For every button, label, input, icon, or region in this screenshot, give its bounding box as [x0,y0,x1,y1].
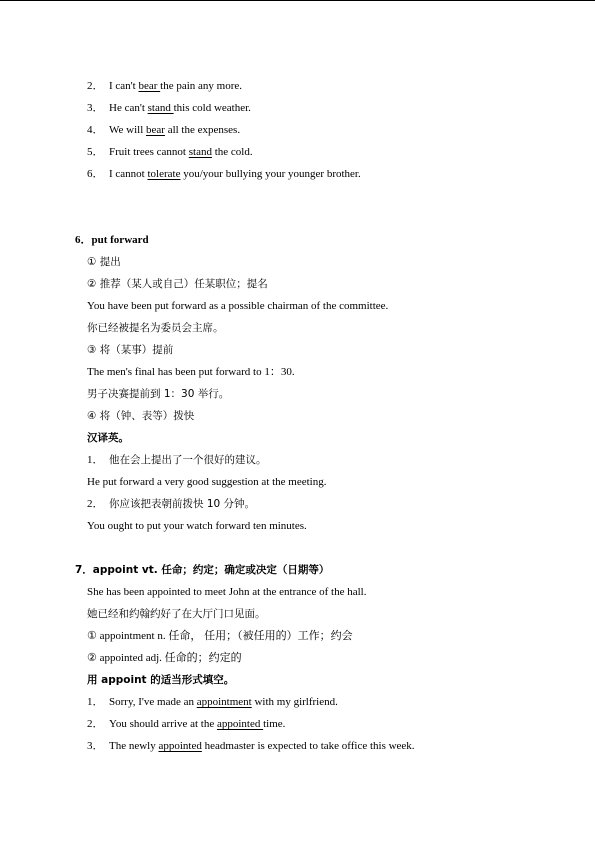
item-number: 5． [87,146,104,158]
underlined-answer: stand [147,102,174,114]
text-post: the pain any more. [160,80,243,92]
example-zh: 她已经和约翰约好了在大厅门口见面。 [87,608,266,620]
example-zh: 你已经被提名为委员会主席。 [87,322,224,334]
task-heading [87,673,234,687]
item-number: 1． [87,454,104,466]
text-pre: We will [109,124,146,136]
example-en: The men's final has been put forward to 1：30. [87,366,295,378]
top-border-line [0,0,595,1]
text-pre: The newly [109,740,159,752]
underlined-answer: appointed [158,740,202,752]
item-number: 2． [87,498,104,510]
answer-en: You ought to put your watch forward ten minutes. [87,520,307,532]
item-text [109,717,285,731]
item-text [109,167,361,181]
item-text [109,101,251,115]
text-pre: You should arrive at the [109,718,217,730]
meaning-3: ③ 将（某事）提前 [87,344,174,356]
text-post: all the expenses. [164,124,241,136]
item-text [109,145,253,159]
item-number: 6． [87,168,104,180]
derivative-2: ② appointed adj. 任命的；约定的 [87,652,242,664]
underlined-answer: bear [138,80,161,92]
text-post: with my girlfriend. [251,696,338,708]
example-en: You have been put forward as a possible chairman of the committee. [87,300,389,312]
underlined-answer: appointed [216,718,264,730]
item-text [109,79,242,93]
item-number: 3． [87,102,104,114]
item-number: 2． [87,718,104,730]
text-post: headmaster is expected to take office this week. [201,740,415,752]
item-text [109,739,415,753]
text-pre: I can't [109,80,139,92]
underlined-answer: bear [146,124,165,136]
task-heading: 汉译英。 [87,432,129,444]
item-text [109,695,338,709]
text-post: time. [263,718,286,730]
example-zh: 男子决赛提前到 1：30 举行。 [87,388,230,400]
item-number: 1． [87,696,104,708]
text-post: this cold weather. [173,102,251,114]
answer-en: He put forward a very good suggestion at the meeting. [87,476,327,488]
text-pre: He can't [109,102,148,114]
text-pre: I cannot [109,168,148,180]
item-number: 4． [87,124,104,136]
meaning-4: ④ 将（钟、表等）拨快 [87,410,195,422]
meaning-1: ① 提出 [87,256,121,268]
section-heading: 6．put forward [75,234,149,246]
underlined-answer: tolerate [147,168,181,180]
meaning-2: ② 推荐（某人或自己）任某职位；提名 [87,278,268,290]
underlined-answer: appointment [196,696,252,708]
derivative-1: ① appointment n. 任命， 任用；（被任用的）工作；约会 [87,630,353,642]
item-number: 3． [87,740,104,752]
item-number: 2． [87,80,104,92]
text-pre: Fruit trees cannot [109,146,189,158]
question-zh: 他在会上提出了一个很好的建议。 [109,454,267,466]
item-text [109,123,240,137]
example-en: She has been appointed to meet John at the entrance of the hall. [87,586,367,598]
text-post: you/your bullying your younger brother. [180,168,361,180]
task-text: 用 appoint 的适当形式填空。 [87,674,235,686]
question-zh: 你应该把表朝前拨快 10 分钟。 [109,498,256,510]
heading-text: 7．appoint vt. 任命；约定；确定或决定（日期等） [75,564,330,576]
text-post: the cold. [211,146,253,158]
text-pre: Sorry, I've made an [109,696,197,708]
section-heading [75,563,329,577]
underlined-answer: stand [188,146,212,158]
